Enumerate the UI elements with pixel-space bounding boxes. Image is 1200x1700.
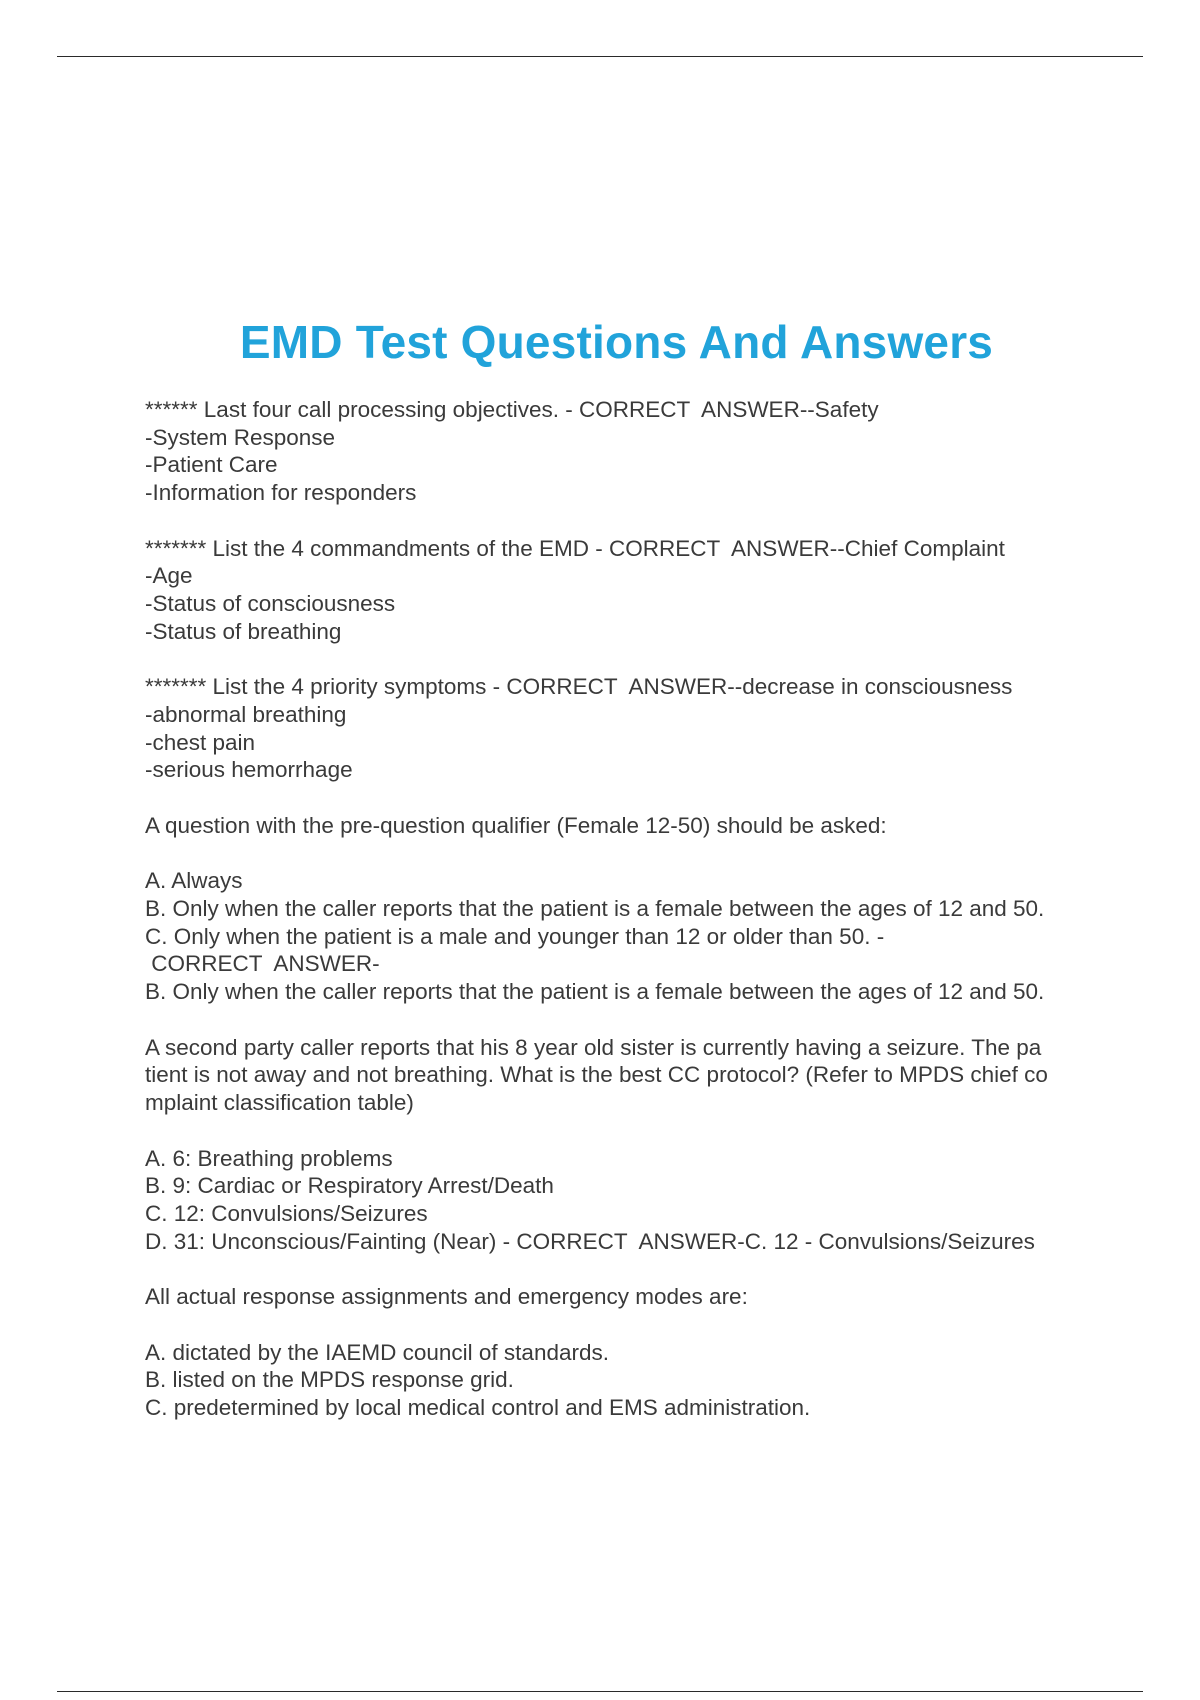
qa-block-2 bbox=[145, 535, 1105, 646]
text-line: mplaint classification table) bbox=[145, 1090, 414, 1116]
text-line: B. 9: Cardiac or Respiratory Arrest/Death bbox=[145, 1173, 554, 1199]
text-line: C. 12: Convulsions/Seizures bbox=[145, 1200, 428, 1226]
footer-rule bbox=[57, 1691, 1143, 1692]
text-line: -chest pain bbox=[145, 729, 256, 755]
text-line: All actual response assignments and emergency modes are: bbox=[145, 1284, 748, 1310]
text-line: -System Response bbox=[145, 424, 336, 450]
text-line: A. dictated by the IAEMD council of standards. bbox=[145, 1339, 609, 1365]
text-line: C. predetermined by local medical control and EMS administration. bbox=[145, 1395, 811, 1421]
answer-options-response-assignments bbox=[145, 1339, 1105, 1422]
text-line: B. listed on the MPDS response grid. bbox=[145, 1367, 514, 1393]
text-line: B. Only when the caller reports that the patient is a female between the ages of 12 and 50. bbox=[145, 896, 1045, 922]
text-line: C. Only when the patient is a male and younger than 12 or older than 50. - bbox=[145, 923, 885, 949]
text-line: -Patient Care bbox=[145, 452, 278, 478]
text-line: ******* List the 4 commandments of the EMD - CORRECT ANSWER--Chief Complaint bbox=[145, 535, 1005, 561]
text-line: CORRECT ANSWER- bbox=[145, 951, 380, 977]
question-pre-qualifier bbox=[145, 812, 1105, 840]
document-body bbox=[145, 396, 1105, 1450]
header-rule bbox=[57, 56, 1143, 57]
document-title: EMD Test Questions And Answers bbox=[239, 315, 994, 368]
qa-block-3 bbox=[145, 673, 1105, 784]
question-seizure bbox=[145, 1034, 1105, 1117]
text-line: -serious hemorrhage bbox=[145, 757, 353, 783]
text-line: ******* List the 4 priority symptoms - CORRECT ANSWER--decrease in consciousness bbox=[145, 674, 1013, 700]
text-line: A. 6: Breathing problems bbox=[145, 1145, 393, 1171]
text-line: A. Always bbox=[145, 868, 243, 894]
text-line: tient is not away and not breathing. What is the best CC protocol? (Refer to MPDS chief co bbox=[145, 1062, 1048, 1088]
text-line: ****** Last four call processing objectives. - CORRECT ANSWER--Safety bbox=[145, 397, 879, 422]
text-line: -Status of consciousness bbox=[145, 591, 396, 617]
text-line: A second party caller reports that his 8 year old sister is currently having a seizure. The pa bbox=[145, 1034, 1042, 1060]
question-response-assignments bbox=[145, 1283, 1105, 1311]
text-line: D. 31: Unconscious/Fainting (Near) - CORRECT ANSWER-C. 12 - Convulsions/Seizures bbox=[145, 1228, 1035, 1254]
qa-block-1 bbox=[145, 396, 1105, 507]
text-line: B. Only when the caller reports that the patient is a female between the ages of 12 and 50. bbox=[145, 979, 1045, 1005]
text-line: -Age bbox=[145, 563, 193, 589]
text-line: -Information for responders bbox=[145, 480, 417, 506]
answer-options-seizure bbox=[145, 1145, 1105, 1256]
answer-options-pre-qualifier bbox=[145, 867, 1105, 1006]
text-line: -abnormal breathing bbox=[145, 701, 347, 727]
text-line: A question with the pre-question qualifier (Female 12-50) should be asked: bbox=[145, 812, 887, 838]
text-line: -Status of breathing bbox=[145, 618, 342, 644]
